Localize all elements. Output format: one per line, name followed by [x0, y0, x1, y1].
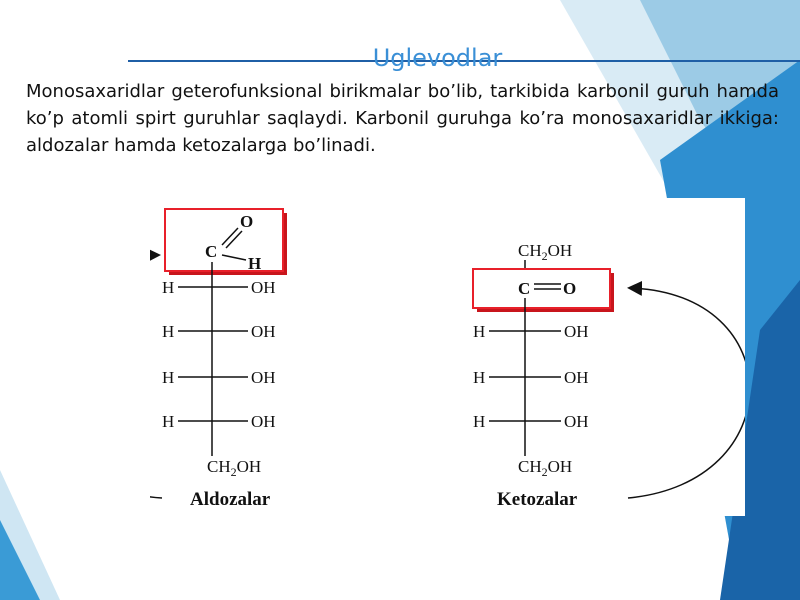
- monosaccharide-diagram: [150, 198, 745, 516]
- aldose-row-left: H: [162, 322, 175, 341]
- aldose-row: [162, 368, 276, 387]
- aldose-row-right: OH: [251, 278, 276, 297]
- aldose-row: [162, 278, 276, 297]
- ketose-row: [473, 412, 589, 431]
- aldose-structure: [150, 209, 287, 510]
- aldose-hydrogen: H: [248, 254, 262, 273]
- ketose-structure: [473, 241, 745, 510]
- aldose-row-right: OH: [251, 412, 276, 431]
- aldose-oxygen: O: [240, 212, 254, 231]
- aldose-carbon: C: [205, 242, 218, 261]
- ketose-row-right: OH: [564, 368, 589, 387]
- aldose-row-right: OH: [251, 322, 276, 341]
- aldose-row-left: H: [162, 412, 175, 431]
- ketose-row-left: H: [473, 368, 486, 387]
- aldose-row: [162, 322, 276, 341]
- aldose-arrow: [150, 255, 162, 498]
- ketose-row-left: H: [473, 322, 486, 341]
- ketose-carbon: C: [518, 279, 531, 298]
- ketose-caption: Ketozalar: [497, 489, 578, 510]
- ketose-top-group: $CH_2OH$: [518, 241, 573, 263]
- ketose-row-left: H: [473, 412, 486, 431]
- slide-paragraph: Monosaxaridlar geterofunksional birikmalar bo’lib, tarkibida karbonil guruh hamda ko’p atomli spirt guruhlar saqlaydi. Karbonil guruhga ko’ra monosaxaridlar ikkiga: aldozalar hamda ketozalarga bo’linadi.: [26, 81, 779, 156]
- aldose-row-right: OH: [251, 368, 276, 387]
- aldose-caption: Aldozalar: [190, 489, 271, 510]
- aldose-row: [162, 412, 276, 431]
- aldose-row-left: H: [162, 278, 175, 297]
- ketose-row: [473, 368, 589, 387]
- ketose-row-right: OH: [564, 322, 589, 341]
- slide-title: Uglevodlar: [372, 44, 503, 72]
- aldose-bottom-group: $CH_2OH$: [207, 457, 262, 479]
- ketose-row-right: OH: [564, 412, 589, 431]
- ketose-arrow: [628, 288, 745, 498]
- ketose-row: [473, 322, 589, 341]
- aldose-carbonyl-box: [165, 209, 283, 271]
- ketose-oxygen: O: [563, 279, 577, 298]
- ketose-bottom-group: $CH_2OH$: [518, 457, 573, 479]
- aldose-row-left: H: [162, 368, 175, 387]
